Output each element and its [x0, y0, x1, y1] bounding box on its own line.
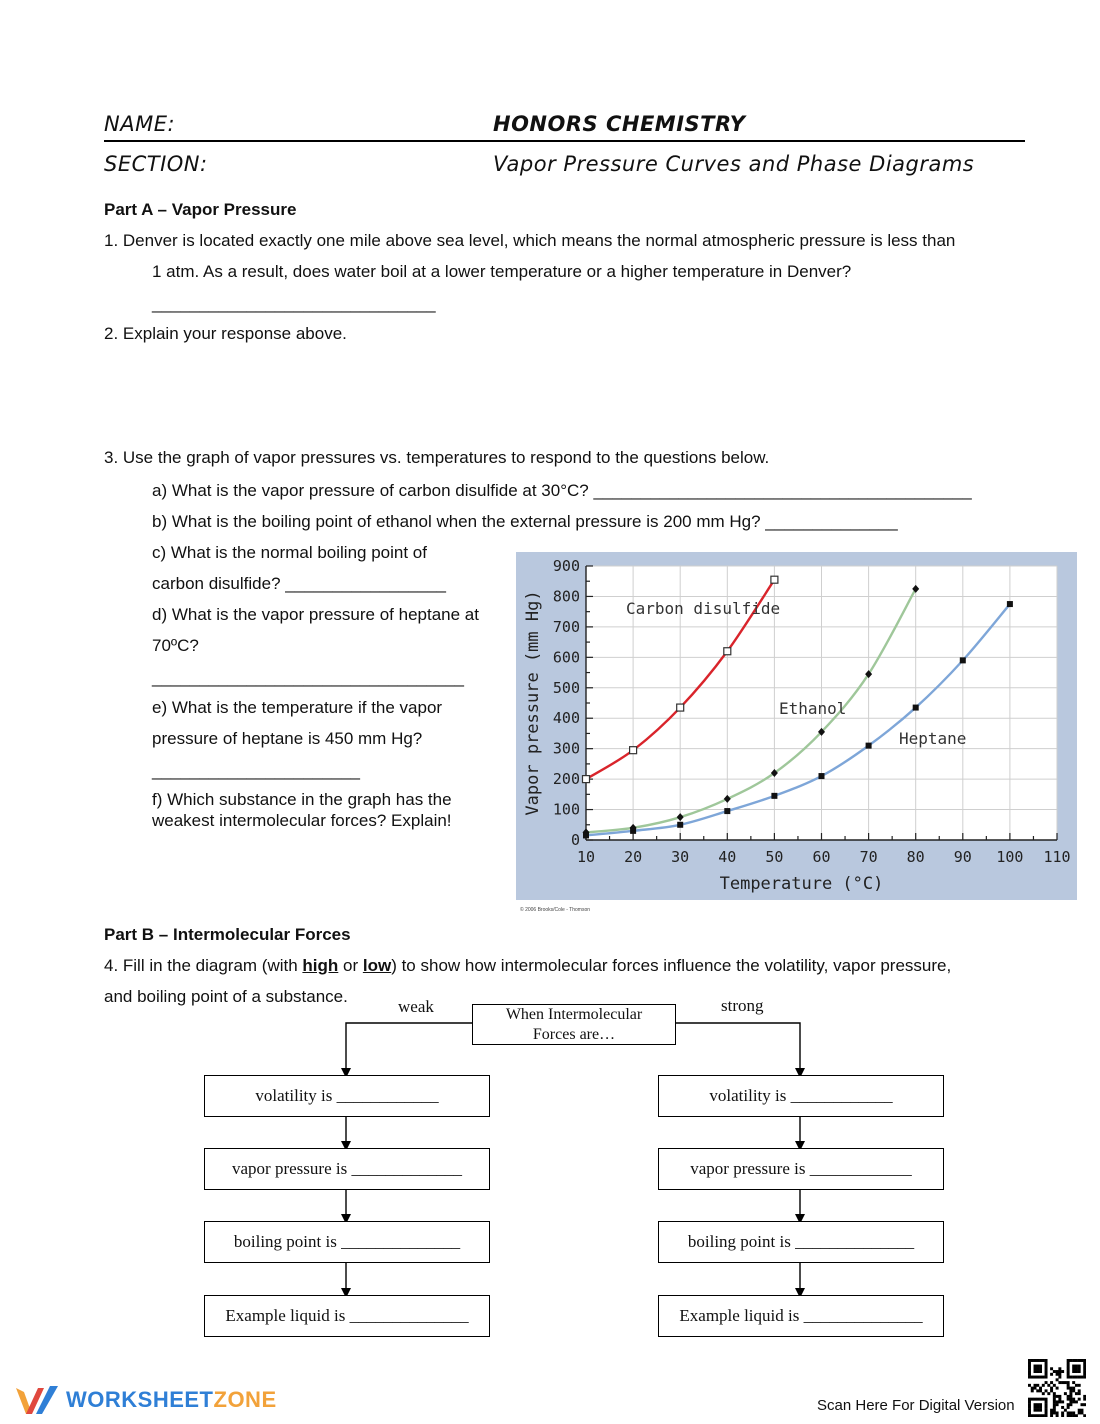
question-1-answer-blank[interactable]: ______________________________	[152, 294, 436, 313]
x-tick-label: 110	[1043, 848, 1071, 866]
qr-code-icon[interactable]	[1028, 1359, 1086, 1417]
brand-part-b: ZONE	[213, 1387, 277, 1412]
left-volatility-box[interactable]: volatility is ____________	[204, 1075, 490, 1117]
course-title: HONORS CHEMISTRY	[493, 112, 746, 136]
x-tick-label: 70	[859, 848, 878, 866]
x-axis-label: Temperature (°C)	[719, 874, 884, 894]
right-volatility-box[interactable]: volatility is ____________	[658, 1075, 944, 1117]
question-3e-answer-blank[interactable]: ______________________	[152, 761, 361, 780]
worksheetzone-brand[interactable]	[66, 1387, 277, 1413]
top-box-line-2: Forces are…	[532, 1025, 616, 1043]
y-tick-label: 600	[552, 648, 580, 667]
strong-label: strong	[721, 996, 764, 1015]
left-vapor-pressure-box[interactable]: vapor pressure is _____________	[204, 1148, 490, 1190]
question-4-text-end: ) to show how intermolecular forces influence the volatility, vapor pressure,	[391, 956, 952, 975]
question-1-line-1: 1. Denver is located exactly one mile above sea level, which means the normal atmospheric pressure is less than	[104, 231, 956, 250]
question-1-line-2: 1 atm. As a result, does water boil at a lower temperature or a higher temperature in Denver?	[152, 262, 852, 281]
x-tick-label: 10	[576, 848, 596, 866]
right-vapor-pressure-box[interactable]: vapor pressure is ____________	[658, 1148, 944, 1190]
heptane-label: Heptane	[899, 729, 967, 748]
high-word: high	[302, 956, 339, 975]
diagram-top-box	[472, 1004, 676, 1045]
question-3d-line-2: 70ºC?	[152, 636, 199, 655]
question-3e-line-1: e) What is the temperature if the vapor	[152, 698, 443, 717]
low-word: low	[362, 956, 392, 975]
carbon-disulfide-label: Carbon disulfide	[626, 599, 781, 618]
brand-part-a: WORKSHEET	[66, 1387, 214, 1412]
question-3f-line-1: f) Which substance in the graph has the	[152, 790, 452, 809]
x-tick-label: 30	[671, 848, 690, 866]
x-tick-label: 20	[624, 848, 643, 866]
y-axis-label: Vapor pressure (mm Hg)	[523, 590, 543, 816]
question-3d-answer-blank[interactable]: _________________________________	[152, 668, 465, 687]
y-tick-label: 500	[552, 678, 580, 697]
question-3c-line-1: c) What is the normal boiling point of	[152, 543, 427, 562]
scan-digital-version-text: Scan Here For Digital Version	[817, 1397, 1015, 1414]
worksheetzone-logo-icon	[14, 1384, 62, 1418]
question-4-text: 4. Fill in the diagram (with	[104, 956, 303, 975]
y-tick-label: 300	[552, 739, 580, 758]
y-tick-label: 400	[552, 709, 580, 728]
x-tick-label: 50	[765, 848, 784, 866]
y-tick-label: 700	[552, 617, 580, 636]
y-tick-label: 200	[552, 770, 580, 789]
part-b-heading: Part B – Intermolecular Forces	[104, 925, 351, 944]
name-label: NAME:	[104, 112, 176, 136]
question-3b: b) What is the boiling point of ethanol when the external pressure is 200 mm Hg? ______________	[152, 512, 898, 531]
question-3e-line-2: pressure of heptane is 450 mm Hg?	[152, 729, 423, 748]
question-3: 3. Use the graph of vapor pressures vs. temperatures to respond to the questions below.	[104, 448, 770, 467]
weak-label: weak	[398, 997, 434, 1016]
topic-title: Vapor Pressure Curves and Phase Diagrams	[493, 152, 975, 176]
left-example-liquid-box[interactable]: Example liquid is ______________	[204, 1295, 490, 1337]
left-boiling-point-box[interactable]: boiling point is ______________	[204, 1221, 490, 1263]
x-tick-label: 60	[812, 848, 831, 866]
question-3f-line-2: weakest intermolecular forces? Explain!	[152, 811, 452, 830]
chart-copyright: © 2006 Brooks/Cole - Thomson	[520, 907, 591, 913]
y-tick-label: 0	[570, 831, 580, 849]
x-tick-label: 80	[906, 848, 925, 866]
section-label: SECTION:	[104, 152, 208, 176]
right-example-liquid-box[interactable]: Example liquid is ______________	[658, 1295, 944, 1337]
question-3c-line-2: carbon disulfide? _________________	[152, 574, 446, 593]
x-tick-label: 100	[996, 848, 1024, 866]
x-tick-label: 40	[718, 848, 737, 866]
question-3d-line-1: d) What is the vapor pressure of heptane at	[152, 605, 479, 624]
question-2: 2. Explain your response above.	[104, 324, 347, 343]
right-boiling-point-box[interactable]: boiling point is ______________	[658, 1221, 944, 1263]
question-3a: a) What is the vapor pressure of carbon disulfide at 30°C? ________________________________________	[152, 481, 972, 500]
y-tick-label: 900	[552, 557, 580, 575]
question-4-line-2: and boiling point of a substance.	[104, 987, 348, 1006]
top-box-line-1: When Intermolecular	[505, 1005, 643, 1023]
x-tick-label: 90	[953, 848, 972, 866]
part-a-heading: Part A – Vapor Pressure	[104, 200, 297, 219]
y-tick-label: 100	[552, 800, 580, 819]
ethanol-label: Ethanol	[779, 699, 847, 718]
y-tick-label: 800	[552, 587, 580, 606]
question-4-or: or	[338, 956, 363, 975]
